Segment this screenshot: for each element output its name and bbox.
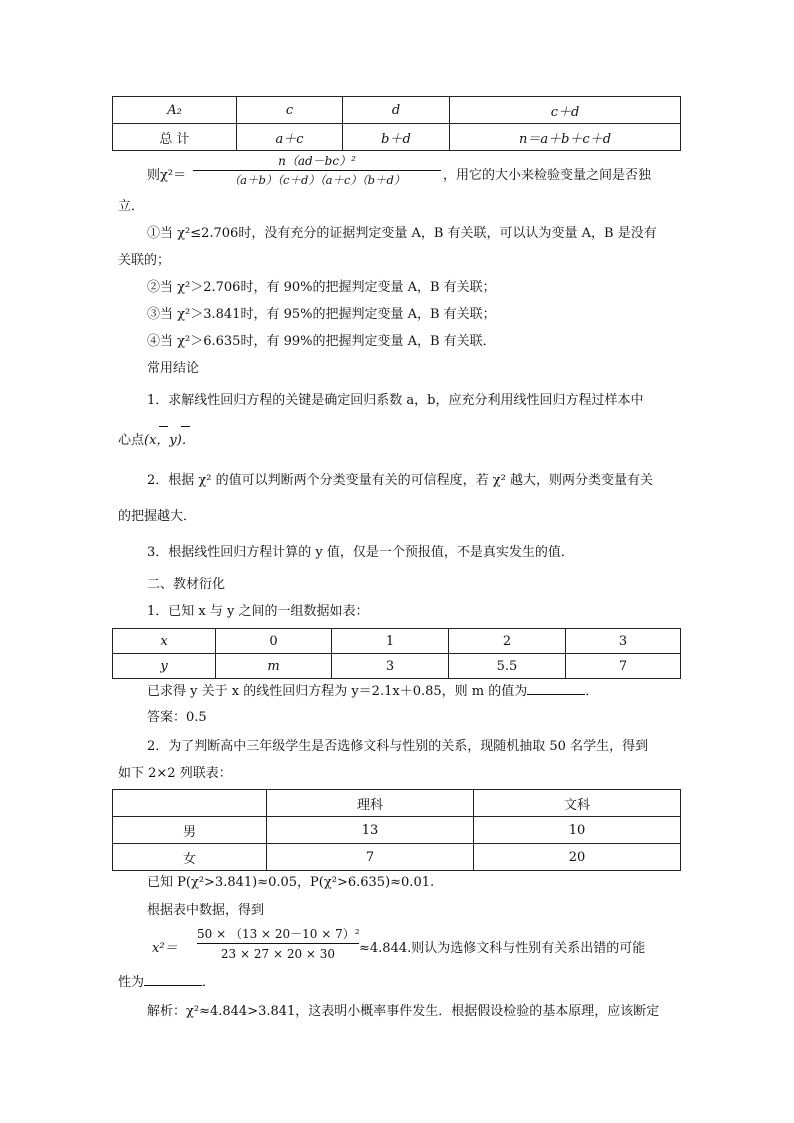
table-cell: 20 [474, 844, 681, 871]
table-row [113, 97, 681, 124]
conclusion-1-cont [118, 432, 195, 450]
question-1-end: ． [585, 684, 599, 699]
table-row [113, 790, 681, 817]
table-cell: 3 [566, 629, 681, 654]
question-2-known: 已知 P(χ²>3.841)≈0.05，P(χ²>6.635)≈0.01. [147, 875, 435, 890]
table-cell: d [343, 97, 450, 124]
question-2-stem: 2．为了判断高中三年级学生是否选修文科与性别的关系，现随机抽取 50 名学生，得到 [147, 739, 649, 754]
section-heading-2: 二、教材衍化 [147, 577, 226, 592]
formula-denominator: （a＋b）（c＋d）（a＋c）（b＋d） [228, 173, 406, 187]
conclusion-1: 1．求解线性回归方程的关键是确定回归系数 a，b，应充分利用线性回归方程过样本中 [147, 393, 644, 408]
fraction-bar [197, 943, 359, 944]
table-cell: 0 [216, 629, 332, 654]
rule-2: ②当 χ²＞2.706时，有 90%的把握判定变量 A，B 有关联； [147, 280, 496, 295]
question-1-text [147, 682, 598, 701]
table-cell: 2 [449, 629, 566, 654]
formula-suffix: ，用它的大小来检验变量之间是否独 [443, 168, 652, 183]
chi-value-formula [147, 924, 707, 966]
table-cell: 总 计 [113, 124, 237, 151]
question-1-answer: 答案：0.5 [147, 710, 207, 725]
table-row [113, 654, 681, 679]
table-cell: 5.5 [449, 654, 566, 679]
section-heading-common: 常用结论 [147, 361, 200, 376]
conclusion-2: 2．根据 χ² 的值可以判断两个分类变量有关的可信程度，若 χ² 越大，则两分类变量有关 [147, 473, 653, 488]
question-2-calc: 根据表中数据，得到 [147, 903, 265, 918]
answer-blank [144, 973, 202, 986]
formula-numerator: n（ad－bc）² [278, 154, 356, 168]
rule-3: ③当 χ²＞3.841时，有 95%的把握判定变量 A，B 有关联； [147, 307, 496, 322]
question-2-conclusion-text: 性为 [118, 975, 145, 990]
table-row [113, 629, 681, 654]
gender-subject-table [112, 789, 681, 871]
table-row [113, 124, 681, 151]
conclusion-1-cont-text: 心点 [118, 433, 145, 448]
conclusion-2-cont: 的把握越大． [118, 509, 197, 524]
rule-1: ①当 χ²≤2.706时，没有充分的证据判定变量 A，B 有关联，可以认为变量 A，B 是没有 [147, 226, 657, 241]
table-cell: b＋d [343, 124, 450, 151]
table-cell: 文科 [474, 790, 681, 817]
fraction-bar [193, 170, 441, 171]
contingency-table-top [112, 96, 681, 151]
table-cell: a＋c [237, 124, 343, 151]
table-cell: 1 [332, 629, 449, 654]
table-cell: 女 [113, 844, 267, 871]
table-cell: 理科 [267, 790, 474, 817]
rule-4: ④当 χ²＞6.635时，有 99%的把握判定变量 A，B 有关联． [147, 334, 496, 349]
table-cell: 13 [267, 817, 474, 844]
table-row [113, 817, 681, 844]
chi-formula [147, 152, 707, 192]
center-point: (x，y)． [144, 433, 195, 448]
table-cell: 3 [332, 654, 449, 679]
table-cell: 7 [566, 654, 681, 679]
xy-data-table [112, 628, 681, 679]
question-1-sentence: 已求得 y 关于 x 的线性回归方程为 y＝2.1x＋0.85，则 m 的值为 [147, 684, 528, 699]
table-cell [113, 790, 267, 817]
table-cell: 男 [113, 817, 267, 844]
x-bar [159, 426, 168, 427]
table-cell: 10 [474, 817, 681, 844]
table-cell: m [216, 654, 332, 679]
table-cell: A₂ [113, 97, 237, 124]
table-cell: x [113, 629, 216, 654]
question-2-conclusion [118, 973, 215, 992]
k-suffix: ≈4.844.则认为选修文科与性别有关系出错的可能 [359, 941, 646, 956]
rule-1-cont: 关联的； [118, 253, 171, 268]
table-cell: n＝a＋b＋c＋d [450, 124, 681, 151]
y-bar [181, 426, 190, 427]
k-prefix: x²＝ [152, 941, 178, 956]
formula-continuation: 立． [118, 199, 145, 214]
k-denominator: 23 × 27 × 20 × 30 [220, 947, 336, 961]
k-numerator: 50 × （13 × 20－10 × 7）² [197, 927, 360, 941]
answer-blank [527, 682, 585, 695]
question-2-end: ． [202, 975, 216, 990]
table-cell: c＋d [450, 97, 681, 124]
table-cell: y [113, 654, 216, 679]
conclusion-3: 3．根据线性回归方程计算的 y 值，仅是一个预报值，不是真实发生的值． [147, 545, 574, 560]
table-row [113, 844, 681, 871]
table-cell: c [237, 97, 343, 124]
formula-prefix: 则χ²＝ [147, 168, 187, 183]
table-cell: 7 [267, 844, 474, 871]
question-2-stem-cont: 如下 2×2 列联表： [118, 766, 232, 781]
question-1-stem: 1．已知 x 与 y 之间的一组数据如表： [147, 604, 369, 619]
question-2-analysis: 解析：χ²≈4.844>3.841，这表明小概率事件发生．根据假设检验的基本原理，应该断定 [147, 1004, 660, 1019]
